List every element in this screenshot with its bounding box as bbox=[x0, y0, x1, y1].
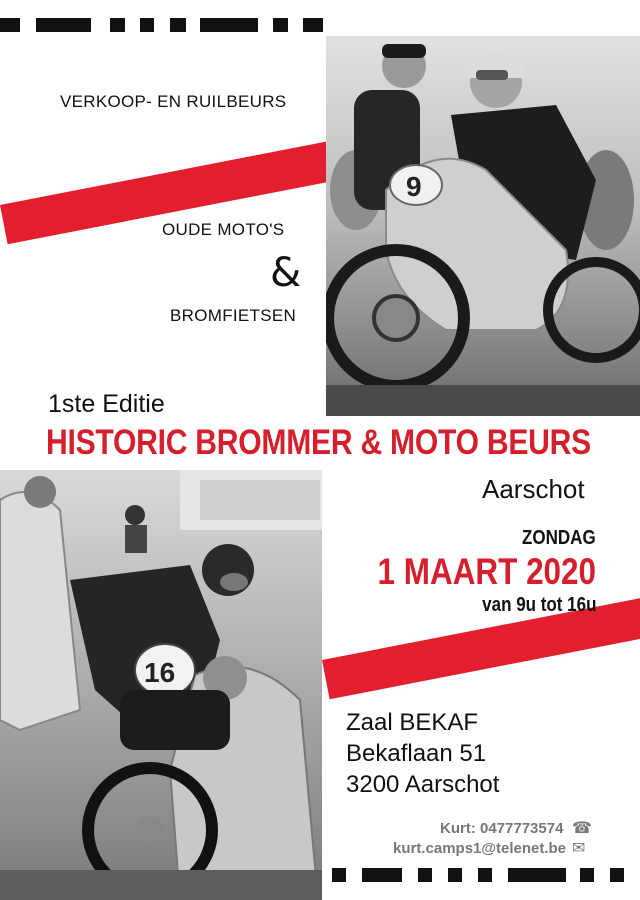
event-city: Aarschot bbox=[482, 474, 585, 504]
vintage-racer-photo-top bbox=[326, 0, 640, 416]
race-number-9: 9 bbox=[406, 171, 422, 202]
ampersand: & bbox=[270, 250, 302, 296]
subtitle-old-motos: OUDE MOTO'S bbox=[162, 220, 285, 239]
venue-address bbox=[346, 707, 499, 800]
telephone-icon: ☎ bbox=[572, 818, 592, 837]
event-hours: van 9u tot 16u bbox=[481, 594, 596, 616]
venue-street: Bekaflaan 51 bbox=[346, 740, 487, 767]
bottom-film-strip bbox=[322, 868, 640, 882]
event-day: ZONDAG bbox=[522, 527, 596, 549]
subtitle-bromfietsen: BROMFIETSEN bbox=[170, 306, 297, 325]
contact-phone: Kurt: 0477773574 bbox=[440, 820, 564, 837]
tagline: VERKOOP- EN RUILBEURS bbox=[60, 92, 287, 111]
venue-name: Zaal BEKAF bbox=[346, 709, 479, 736]
envelope-icon: ✉ bbox=[572, 838, 586, 857]
vintage-mechanic-photo-bottom bbox=[0, 470, 322, 900]
edition-label: 1ste Editie bbox=[48, 390, 165, 418]
contact-email[interactable]: kurt.camps1@telenet.be bbox=[393, 840, 567, 857]
event-date: 1 MAART 2020 bbox=[377, 551, 596, 592]
race-number-16: 16 bbox=[144, 657, 176, 688]
venue-postal: 3200 Aarschot bbox=[346, 771, 500, 798]
event-title: HISTORIC BROMMER & MOTO BEURS bbox=[46, 423, 591, 462]
